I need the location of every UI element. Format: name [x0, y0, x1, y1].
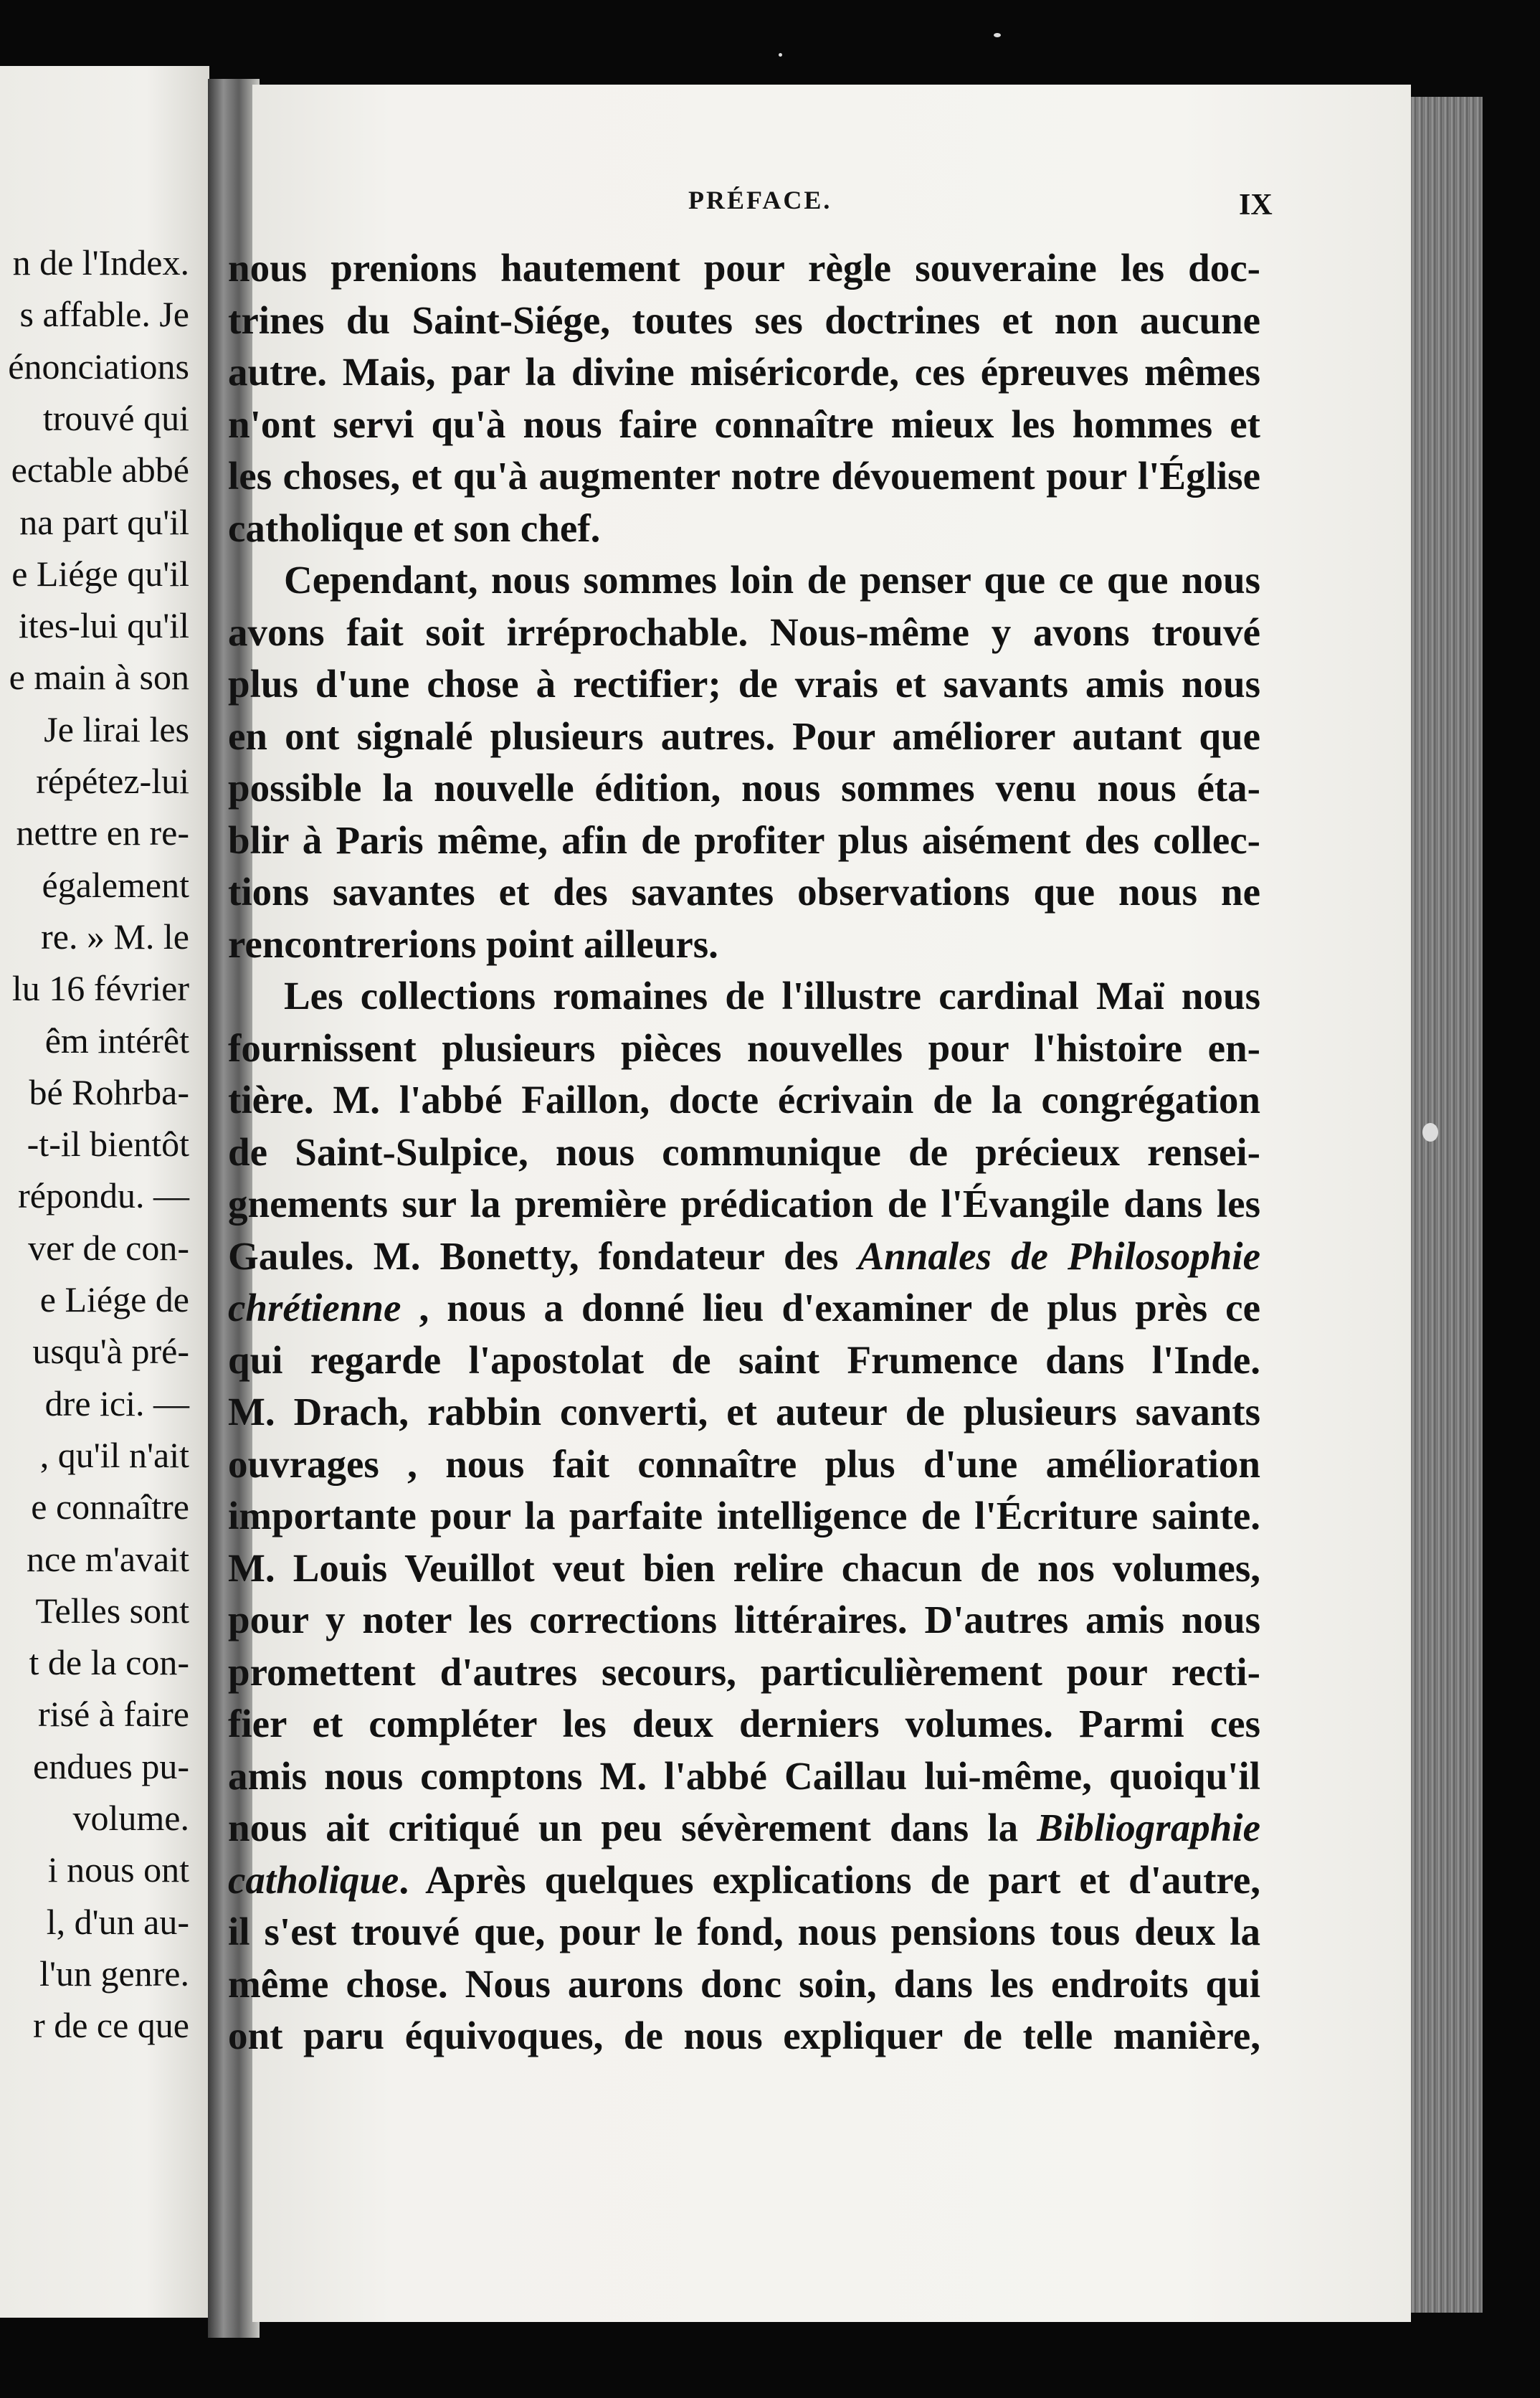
- left-page-line: usqu'à pré-: [32, 1331, 189, 1372]
- left-page-line: Je lirai les: [44, 708, 189, 749]
- left-page-line: s affable. Je: [19, 294, 189, 335]
- text-line: M. Louis Veuillot veut bien relire chacun de nos volumes,: [228, 1545, 1260, 1590]
- left-page-line: ver de con-: [28, 1227, 189, 1268]
- text-line: M. Drach, rabbin converti, et auteur de plusieurs savants: [228, 1390, 1260, 1433]
- text-line: pour y noter les corrections littéraires. D'autres amis nous: [228, 1598, 1260, 1641]
- dust-speck: [1422, 1123, 1438, 1142]
- text-line: en ont signalé plusieurs autres. Pour améliorer autant que: [228, 714, 1260, 758]
- text-line: fier et compléter les deux derniers volumes. Parmi ces: [228, 1702, 1260, 1745]
- text-line: Cependant, nous sommes loin de penser que ce que nous: [284, 558, 1260, 602]
- page-number: IX: [1239, 189, 1273, 222]
- left-page-line: n de l'Index.: [12, 242, 189, 283]
- text-line: catholique. Après quelques explications de part et d'autre,: [228, 1857, 1260, 1902]
- left-page-line: -t-il bientôt: [27, 1124, 189, 1165]
- text-line: promettent d'autres secours, particulièrement pour recti-: [228, 1649, 1260, 1694]
- text-line: tière. M. l'abbé Faillon, docte écrivain de la congrégation: [228, 1078, 1260, 1122]
- text-line: plus d'une chose à rectifier; de vrais et savants amis nous: [228, 662, 1260, 706]
- left-page-line: na part qu'il: [19, 501, 189, 542]
- text-line: rencontrerions point ailleurs.: [228, 921, 718, 966]
- text-line: qui regarde l'apostolat de saint Frumence dans l'Inde.: [228, 1337, 1260, 1382]
- italic-title: Bibliographie: [1037, 1806, 1260, 1849]
- page-edge-stack: [1411, 97, 1483, 2313]
- left-page-line: dre ici. —: [44, 1383, 189, 1423]
- left-page-line: bé Rohrba-: [29, 1071, 189, 1112]
- left-page-line: énonciations: [8, 346, 189, 387]
- running-head-title: PRÉFACE.: [688, 186, 832, 214]
- left-page-line: ites-lui qu'il: [18, 605, 189, 646]
- left-page-line: l'un genre.: [39, 1953, 189, 1994]
- left-page-line: êm intérêt: [44, 1020, 189, 1061]
- text-line: autre. Mais, par la divine miséricorde, ces épreuves mêmes: [228, 350, 1260, 394]
- text-line: catholique et son chef.: [228, 506, 601, 550]
- text-line: chrétienne , nous a donné lieu d'examiner de plus près ce: [228, 1286, 1260, 1330]
- left-page-line: risé à faire: [38, 1694, 189, 1735]
- text-line: de Saint-Sulpice, nous communique de précieux rensei-: [228, 1129, 1260, 1174]
- left-page-line: e Liége qu'il: [11, 553, 189, 594]
- left-page-line: i nous ont: [47, 1849, 189, 1890]
- left-page-line: nce m'avait: [27, 1538, 189, 1579]
- text-line: importante pour la parfaite intelligence de l'Écriture sainte.: [228, 1494, 1260, 1537]
- left-page-line: e main à son: [9, 657, 189, 698]
- text-line: amis nous comptons M. l'abbé Caillau lui-même, quoiqu'il: [228, 1753, 1260, 1798]
- left-page-line: re. » M. le: [41, 916, 189, 957]
- italic-title: chrétienne: [228, 1286, 401, 1330]
- italic-title: Annales de Philosophie: [857, 1233, 1260, 1278]
- text-line: nous ait critiqué un peu sévèrement dans la Bibliographie: [228, 1806, 1260, 1849]
- text-line: trines du Saint-Siége, toutes ses doctrines et non aucune: [228, 298, 1260, 342]
- dust-speck: [779, 53, 782, 57]
- left-page-line: ectable abbé: [11, 450, 189, 490]
- left-page-line: e Liége de: [39, 1279, 189, 1319]
- text-line: n'ont servi qu'à nous faire connaître mieux les hommes et: [228, 402, 1260, 446]
- left-page-line: également: [42, 864, 189, 905]
- left-page-line: e connaître: [31, 1487, 189, 1527]
- italic-title: catholique: [228, 1857, 399, 1902]
- left-page-line: , qu'il n'ait: [39, 1434, 189, 1475]
- text-line: même chose. Nous aurons donc soin, dans les endroits qui: [228, 1961, 1260, 2006]
- text-line: ont paru équivoques, de nous expliquer de telle manière,: [228, 2014, 1260, 2057]
- left-page-fragment: [0, 66, 209, 2318]
- dust-speck: [994, 33, 1001, 37]
- text-line: ouvrages , nous fait connaître plus d'une amélioration: [228, 1441, 1260, 1486]
- text-line: blir à Paris même, afin de profiter plus aisément des collec-: [228, 818, 1260, 862]
- text-line: fournissent plusieurs pièces nouvelles pour l'histoire en-: [228, 1025, 1260, 1070]
- left-page-line: l, d'un au-: [46, 1901, 189, 1942]
- left-page-line: lu 16 février: [11, 968, 189, 1009]
- text-line: nous prenions hautement pour règle souveraine les doc-: [228, 246, 1260, 290]
- left-page-line: endues pu-: [33, 1745, 189, 1786]
- left-page-line: répétez-lui: [36, 761, 189, 801]
- text-line: avons fait soit irréprochable. Nous-même y avons trouvé: [228, 610, 1260, 654]
- text-line: il s'est trouvé que, pour le fond, nous pensions tous deux la: [228, 1910, 1260, 1953]
- left-page-line: répondu. —: [18, 1175, 189, 1216]
- left-page-line: nettre en re-: [16, 812, 189, 853]
- text-line: tions savantes et des savantes observations que nous ne: [228, 870, 1260, 914]
- left-page-line: r de ce que: [33, 2005, 189, 2046]
- text-line: Gaules. M. Bonetty, fondateur des Annales de Philosophie: [228, 1233, 1260, 1278]
- text-line: les choses, et qu'à augmenter notre dévouement pour l'Église: [228, 454, 1260, 498]
- left-page-line: Telles sont: [35, 1590, 189, 1631]
- preface-body-text: [228, 242, 1260, 2062]
- left-page-line: volume.: [72, 1798, 189, 1838]
- text-line: Les collections romaines de l'illustre cardinal Maï nous: [284, 974, 1260, 1018]
- text-line: possible la nouvelle édition, nous sommes venu nous éta-: [228, 766, 1260, 810]
- left-page-line: trouvé qui: [42, 397, 189, 438]
- text-line: gnements sur la première prédication de l'Évangile dans les: [228, 1182, 1260, 1226]
- left-page-line: t de la con-: [29, 1642, 189, 1683]
